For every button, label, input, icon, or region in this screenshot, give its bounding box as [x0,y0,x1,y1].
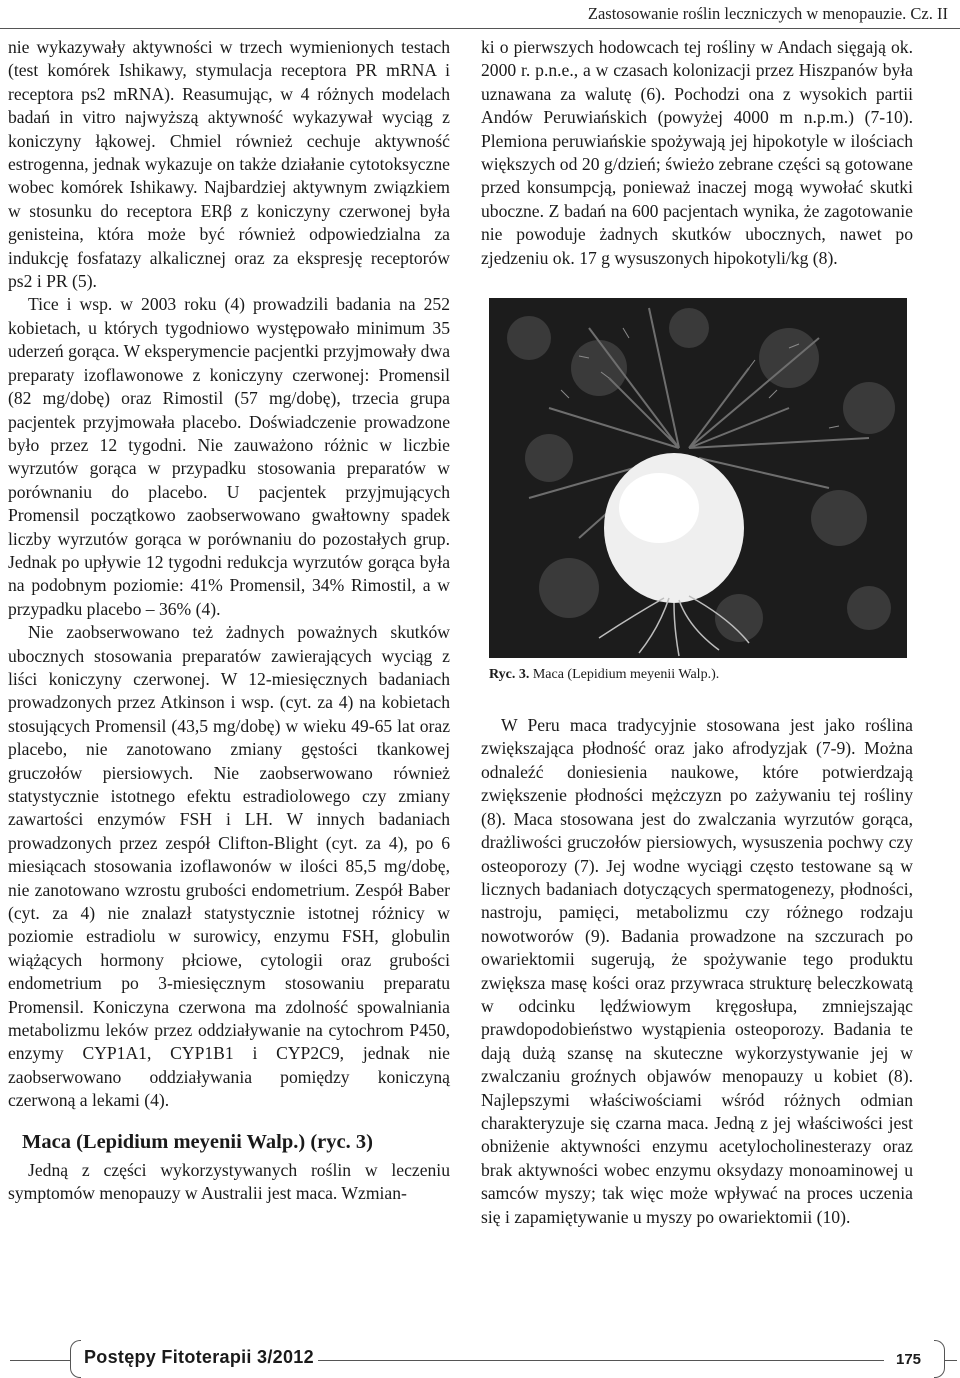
figure-caption [489,666,913,684]
caption-text: Maca (Lepidium meyenii Walp.). [529,667,720,683]
paragraph: nie wykazywały aktywności w trzech wymienionych testach (test komórek Ishikawy, stymulacja receptora PR mRNA i receptora ps2 mRNA). Reasumując, w 4 różnych modelach badań in vitro najwyższą aktywność wykazywał wyciąg z koniczyny łąkowej. Chmiel również cechuje aktywność estrogenna, jednak wykazuje on także działanie cytotoksyczne wobec komórek Ishikawy. Najbardziej aktywnym związkiem w stosunku do receptora ERβ z koniczyny czerwonej była genisteina, która może być również odpowiedzialna za indukcję fosfatazy alkalicznej oraz za ekspresję receptorów ps2 i PR (5). [8,37,450,292]
header-rule [0,28,960,29]
maca-plant-illustration [489,298,907,658]
page-number: 175 [896,1351,922,1368]
caption-label: Ryc. 3. [489,667,530,683]
paragraph: Nie zaobserwowano też żadnych poważnych skutków ubocznych stosowania preparatów zawierających wyciąg z liści koniczyny czerwonej. W 12-miesięcznych badaniach prowadzonych przez Atkinson i wsp. (cyt. za 4) na kobietach stosujących Promensil (43,5 mg/dobę) w wieku 49-65 lat oraz placebo, nie zanotowano zmiany gęstości tkankowej gruczołów piersiowych. Nie zaobserwowano również statystycznie istotnego efektu estradiolowego czy zmiany zawartości enzymów FSH i LH. W innych badaniach prowadzonych przez zespół Clifton-Blight (cyt. za 4), po 6 miesiącach stosowania izoflawonów w ilości 85,5 mg/dobę, nie zanotowano wzrostu grubości endometrium. Zespół Baber (cyt. za 4) nie znalazł statystycznie istotnej różnicy w poziomie estradiolu w surowicy, enzymu FSH, globulin wiążących hormony płciowe, cytologii oraz grubości endometrium po 3-miesięcznym stosowaniu preparatu Promensil. Koniczyna czerwona ma zdolność spowalniania metabolizmu leków przez oddziaływanie na cytochrom P450, enzymy CYP1A1, CYP1B1 i CYP2C9, jednak nie zaobserwowano oddziaływania pomiędzy koniczyną czerwoną a lekami (4). [8,622,450,1111]
footer-bracket [70,1340,81,1378]
footer-rule [10,1360,70,1361]
footer-journal-title: Postępy Fitoterapii 3/2012 [84,1347,314,1367]
right-column [481,36,913,1229]
section-heading: Maca (Lepidium meyenii Walp.) (ryc. 3) [22,1130,373,1153]
footer-rule [318,1360,884,1361]
paragraph: Jedną z części wykorzystywanych roślin w leczeniu symptomów menopauzy w Australii jest maca. Wzmian- [8,1159,450,1204]
paragraph: Tice i wsp. w 2003 roku (4) prowadzili badania na 252 kobietach, u których tygodniowo występowało minimum 35 uderzeń gorąca. W eksperymencie pacjentki przyjmowały dwa preparaty izoflawonowe z koniczyny czerwonej: Promensil (82 mg/dobę) oraz Rimostil (57 mg/dobę), trzecia grupa pacjentek przyjmowała placebo. Doświadczenie prowadzone było przez 12 tygodni. Nie zauważono różnic w liczbie wyrzutów gorąca w przypadku stosowania preparatów w porównaniu do placebo. U pacjentek przyjmujących Promensil początkowo zaobserwowano gwałtowny spadek liczby wyrzutów gorąca w porównaniu do pozostałych grup. Jednak po upływie 12 tygodni redukcja wyrzutów gorąca była na podobnym poziomie: 41% Promensil, 34% Rimostil, a w przypadku placebo – 36% (4). [8,294,450,619]
running-header: Zastosowanie roślin leczniczych w menopauzie. Cz. II [587,4,948,23]
maca-photo [489,298,907,658]
paragraph: W Peru maca tradycyjnie stosowana jest jako roślina zwiększająca płodność oraz jako afrodyzjak (7-9). Można odnaleźć doniesienia naukowe, które potwierdzają zwiększenie płodności mężczyzn po zażywaniu tej rośliny (8). Maca stosowana jest do zwalczania wyrzutów gorąca, drażliwości gruczołów piersiowych, wysuszenia pochwy czy osteoporozy (7). Jej wodne wyciągi często testowane są w licznych badaniach dotyczących spermatogenezy, płodności, nastroju, pamięci, metabolizmu czy różnego rodzaju nowotworów (9). Badania prowadzone na szczurach po owariektomii sugerują, że spożywanie tego produktu zwiększa masę kości oraz przywraca strukturę beleczkowatą w odcinku lędźwiowym kręgosłupa, zmniejszając prawdopodobieństwo wystąpienia osteoporozy. Badania te dają dużą szansę na skuteczne wykorzystywanie jej w zwalczaniu groźnych objawów menopauzy u kobiet (8). Najlepszymi właściwościami wśród różnych odmian charakteryzuje się czarna maca. Jedną z jej właściwości jest obniżenie aktywności enzymu acetylocholinesterazy oraz brak aktywności wobec enzymu oksydazy monoaminowej u samców myszy; tak więc może wpływać na proces uczenia się i zapamiętywanie u myszy po owariektomii (10). [481,715,913,1227]
footer-rule [945,1360,957,1361]
footer-bracket [934,1340,945,1378]
paragraph: ki o pierwszych hodowcach tej rośliny w Andach sięgają ok. 2000 r. p.n.e., a w czasach kolonizacji przez Hiszpanów była uznawana za walutę (6). Pochodzi ona z wysokich partii Andów Peruwiańskich (powyżej 4000 m n.p.m.) (7-10). Plemiona peruwiańskie spożywają jej hipokotyle w ilościach większych od 20 g/dzień; świeżo zebrane części są gotowane przed konsumpcją, ponieważ inaczej mogą wywołać skutki uboczne. Z badań na 600 pacjentach wynika, że zagotowanie nie powoduje żadnych skutków ubocznych, nawet po zjedzeniu ok. 17 g wysuszonych hipokotyli/kg (8). [481,37,913,268]
left-column [8,36,450,1206]
